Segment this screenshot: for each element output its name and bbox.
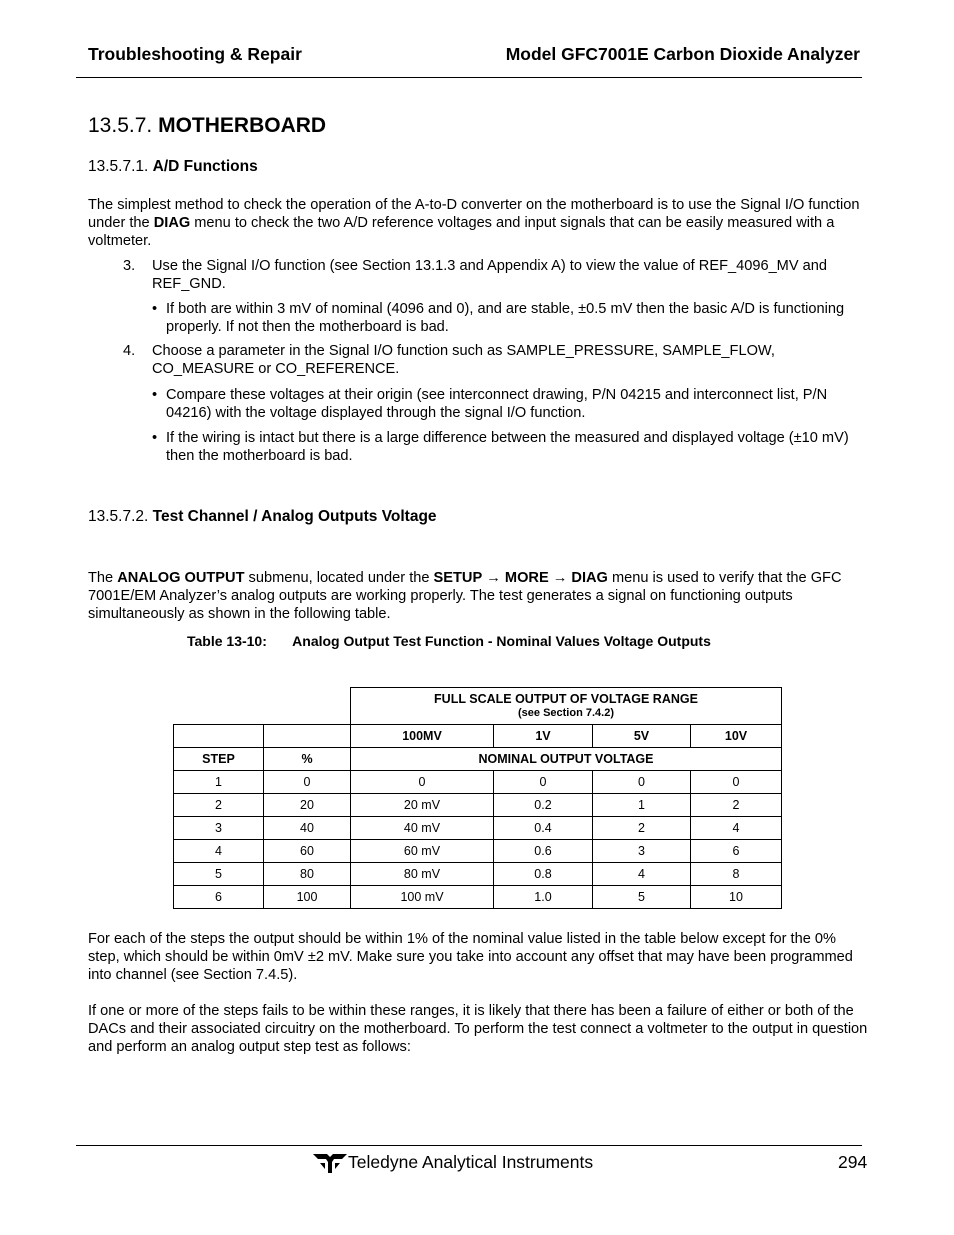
table-ranges-row: [174, 725, 782, 748]
paragraph-analog-output: [88, 569, 868, 623]
range-cell: 10V: [691, 725, 782, 748]
range-cell: 1V: [494, 725, 593, 748]
bullet: •: [152, 430, 158, 446]
table-blank-cell: [174, 688, 264, 725]
section-number: 13.5.7.: [88, 114, 153, 137]
table-cell: 0.6: [494, 840, 593, 863]
table-cell: 4: [174, 840, 264, 863]
table-empty-cell: [264, 725, 351, 748]
table-caption-title: Analog Output Test Function - Nominal Values Voltage Outputs: [292, 633, 711, 649]
table-cell: 8: [691, 863, 782, 886]
table-cell: 60 mV: [351, 840, 494, 863]
table-cell: 1.0: [494, 886, 593, 909]
percent-header: %: [264, 748, 351, 771]
step-3-text: Use the Signal I/O function (see Section 13.1.3 and Appendix A) to view the value of REF_4096_MV and REF_GND.: [152, 258, 827, 292]
arrow-icon: →: [486, 570, 501, 586]
table-cell: 100: [264, 886, 351, 909]
text: The simplest method to check the operation of the A-to-D converter on the motherboard is to use the Signal I/O function under the: [88, 197, 860, 231]
table-cell: 40: [264, 817, 351, 840]
analog-output-term: ANALOG OUTPUT: [117, 570, 245, 586]
table-row: [174, 771, 782, 794]
table-cell: 10: [691, 886, 782, 909]
text: menu is used to verify that the GFC 7001E/EM Analyzer’s analog outputs are working properly. The test generates a signal on functioning outputs simultaneously as shown in the following table.: [88, 570, 842, 622]
table-cell: 0.4: [494, 817, 593, 840]
table-cell: 0.8: [494, 863, 593, 886]
table-caption: [187, 633, 711, 649]
step-4-bullet-1: Compare these voltages at their origin (see interconnect drawing, P/N 04215 and interconnect list, P/N 04216) with the voltage displayed through the signal I/O function.: [166, 387, 828, 421]
table-row: [174, 840, 782, 863]
table-cell: 60: [264, 840, 351, 863]
header-rule: [76, 77, 862, 78]
table-blank-cell: [264, 688, 351, 725]
range-header-cell: [351, 688, 782, 725]
table-cell: 3: [174, 817, 264, 840]
table-cell: 20: [264, 794, 351, 817]
range-subheader: (see Section 7.4.2): [518, 707, 614, 719]
table-cell: 1: [593, 794, 691, 817]
table-cell: 6: [174, 886, 264, 909]
table-cell: 0: [691, 771, 782, 794]
table-column-header-row: [174, 748, 782, 771]
table-cell: 0: [494, 771, 593, 794]
text: The: [88, 570, 118, 586]
table-cell: 5: [593, 886, 691, 909]
text: menu to check the two A/D reference voltages and input signals that can be easily measured with a voltmeter.: [88, 215, 835, 249]
table-cell: 4: [691, 817, 782, 840]
subsection-heading-2: [88, 508, 437, 526]
section-title: MOTHERBOARD: [158, 114, 327, 137]
table-cell: 0.2: [494, 794, 593, 817]
arrow-icon: →: [552, 570, 568, 586]
table-row: [174, 863, 782, 886]
step-number: 4.: [123, 343, 136, 359]
header-right: Model GFC7001E Carbon Dioxide Analyzer: [505, 44, 860, 64]
nominal-header: NOMINAL OUTPUT VOLTAGE: [351, 748, 782, 771]
table-caption-label: Table 13-10:: [187, 633, 267, 649]
setup-term: SETUP: [433, 570, 483, 586]
table-cell: 1: [174, 771, 264, 794]
footer-company: Teledyne Analytical Instruments: [348, 1152, 594, 1172]
range-cell: 5V: [593, 725, 691, 748]
table-cell: 3: [593, 840, 691, 863]
table-range-header-row: [174, 688, 782, 725]
step-number: 3.: [123, 258, 136, 274]
paragraph-ad-intro: [88, 196, 868, 250]
table-cell: 80 mV: [351, 863, 494, 886]
diag-term: DIAG: [153, 215, 191, 231]
step-3-bullet: If both are within 3 mV of nominal (4096 and 0), and are stable, ±0.5 mV then the basic A/D is functioning properly. If not then the motherboard is bad.: [166, 301, 845, 335]
bullet: •: [152, 387, 158, 403]
more-term: MORE: [504, 570, 549, 586]
bullet: •: [152, 301, 158, 317]
text: submenu, located under the: [244, 570, 434, 586]
diag-term: DIAG: [571, 570, 608, 586]
table-cell: 5: [174, 863, 264, 886]
table-cell: 6: [691, 840, 782, 863]
table-row: [174, 817, 782, 840]
subsection-number: 13.5.7.2.: [88, 508, 149, 525]
table-cell: 100 mV: [351, 886, 494, 909]
paragraph-tolerance: For each of the steps the output should be within 1% of the nominal value listed in the table below except for the 0% step, which should be within 0mV ±2 mV. Make sure you take into account any offset that may have been programmed into channel (see Section 7.4.5).: [88, 931, 853, 983]
subsection-title: A/D Functions: [152, 158, 258, 175]
table-row: [174, 886, 782, 909]
step-4-bullet-2: If the wiring is intact but there is a large difference between the measured and displayed voltage (±10 mV) then the motherboard is bad.: [166, 430, 849, 464]
table-cell: 4: [593, 863, 691, 886]
page-number: 294: [838, 1152, 868, 1172]
footer-rule: [76, 1145, 862, 1146]
range-header: FULL SCALE OUTPUT OF VOLTAGE RANGE: [434, 692, 698, 706]
step-4-text: Choose a parameter in the Signal I/O function such as SAMPLE_PRESSURE, SAMPLE_FLOW, CO_MEASURE or CO_REFERENCE.: [152, 343, 775, 377]
header-left: Troubleshooting & Repair: [88, 44, 302, 64]
table-cell: 40 mV: [351, 817, 494, 840]
range-cell: 100MV: [351, 725, 494, 748]
table-cell: 80: [264, 863, 351, 886]
subsection-heading-1: [88, 158, 258, 176]
table-row: [174, 794, 782, 817]
table-cell: 0: [351, 771, 494, 794]
paragraph-failure: If one or more of the steps fails to be within these ranges, it is likely that there has been a failure of either or both of the DACs and their associated circuitry on the motherboard. To perform the test connect a voltmeter to the output in question and perform an analog output step test as follows:: [88, 1003, 868, 1055]
step-header: STEP: [174, 748, 264, 771]
analog-output-table: [173, 687, 782, 909]
table-cell: 0: [593, 771, 691, 794]
section-heading: [88, 114, 326, 138]
subsection-title: Test Channel / Analog Outputs Voltage: [152, 508, 437, 525]
table-cell: 2: [174, 794, 264, 817]
table-cell: 2: [691, 794, 782, 817]
subsection-number: 13.5.7.1.: [88, 158, 149, 175]
table-cell: 20 mV: [351, 794, 494, 817]
teledyne-logo-icon: [312, 1151, 348, 1180]
table-empty-cell: [174, 725, 264, 748]
table-cell: 0: [264, 771, 351, 794]
table-cell: 2: [593, 817, 691, 840]
